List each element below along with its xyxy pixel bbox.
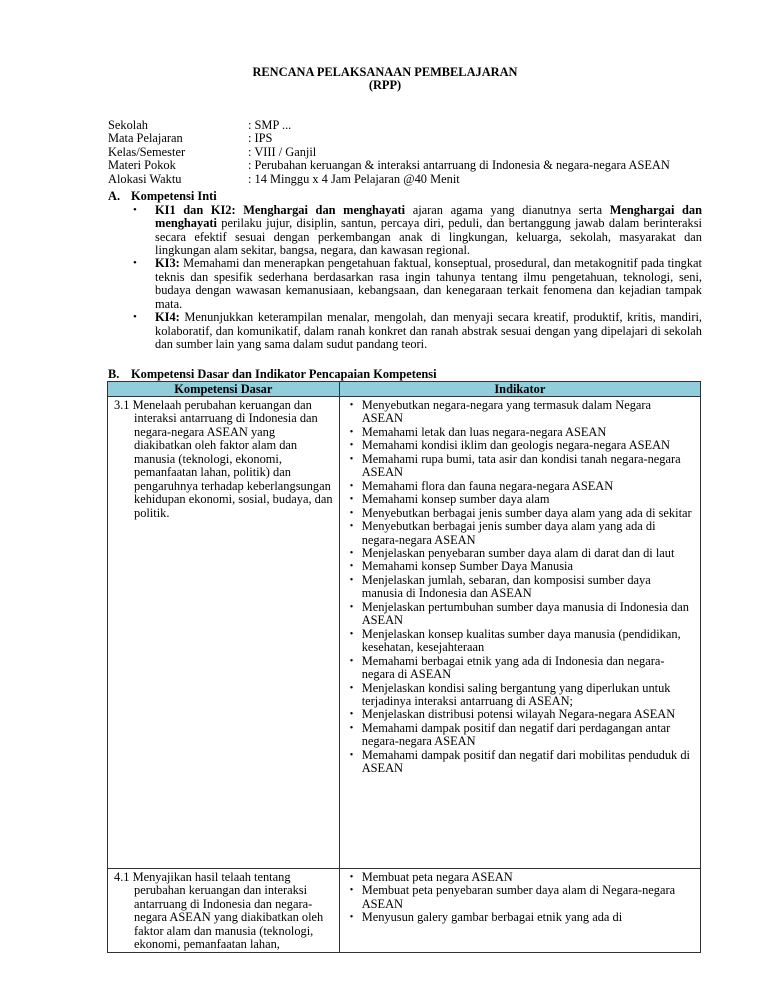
identity-label: Alokasi Waktu (108, 171, 182, 186)
identity-row-materi-pokok (108, 159, 670, 172)
bullet-icon: • (349, 709, 354, 721)
list-item: • Menjelaskan kondisi saling bergantung yang diperlukan untuk terjadinya interaksi antarruang di ASEAN; (349, 680, 671, 708)
section-kompetensi-dasar (108, 368, 702, 382)
bullet-icon: • (133, 311, 137, 324)
table-row (108, 869, 701, 953)
list-item: • Membuat peta negara ASEAN (349, 870, 513, 884)
bullet-icon: • (349, 601, 354, 613)
ki-text: perilaku jujur, disiplin, santun, percaya diri, peduli, dan bertanggung jawab dalam berinteraksi secara efektif sesuai dengan perkembangan anak di lingkungan, keluarga, sekolah, masyarakat dan lingkungan alam sekitar, bangsa, negara, dan kawasan regional. (155, 216, 702, 257)
bullet-icon: • (349, 400, 354, 411)
ki-list (108, 204, 702, 352)
list-item: • Menyusun galery gambar berbagai etnik yang ada di (349, 910, 623, 925)
section-title: Kompetensi Dasar dan Indikator Pencapaian Kompetensi (131, 367, 437, 381)
section-b-heading (108, 368, 702, 382)
section-a-heading (108, 190, 702, 204)
list-item: • Menjelaskan jumlah, sebaran, dan komposisi sumber daya manusia di Indonesia dan ASEAN (349, 572, 651, 601)
title-line-2: (RPP) (368, 78, 402, 93)
bullet-icon: • (349, 453, 354, 465)
identity-label: Kelas/Semester (108, 144, 186, 159)
ki-text: Memahami dan menerapkan pengetahuan faktual, konseptual, prosedural, dan metakognitif pada tingkat teknis dan spesifik sederhana berdasarkan rasa ingin tahunya tentang ilmu pengetahuan, teknologi, seni, budaya dengan wawasan kemanusiaan, kebangsaan, dan kenegaraan terkait fenomena dan kejadian tampak mata. (155, 256, 702, 311)
bullet-icon: • (349, 426, 354, 438)
title-line-1: RENCANA PELAKSANAAN PEMBELAJARAN (252, 65, 518, 79)
list-item: • Menyebutkan negara-negara yang termasuk dalam Negara ASEAN (349, 398, 652, 426)
section-letter: B. (108, 367, 120, 381)
kd-text: 3.1 Menelaah perubahan keruangan dan interaksi antarruang di Indonesia dan negara-negara ASEAN yang diakibatkan oleh faktor alam dan manusia (teknologi, ekonomi, pemanfaatan lahan, politik) dan pengaruhnya terhadap keberlangsungan kehidupan ekonomi, sosial, budaya, dan politik. (114, 398, 333, 520)
indikator-cell (339, 869, 700, 953)
list-item: • Memahami kondisi iklim dan geologis negara-negara ASEAN (349, 438, 671, 453)
ki-emphasis: Menghargai dan menghayati (155, 202, 702, 231)
list-item: • Membuat peta penyebaran sumber daya alam di Negara-negara ASEAN (349, 883, 676, 911)
bullet-icon: • (349, 655, 354, 667)
bullet-icon: • (133, 203, 137, 216)
list-item: • Memahami dampak positif dan negatif dari mobilitas penduduk di ASEAN (349, 747, 690, 776)
identity-label: Materi Pokok (108, 158, 176, 173)
bullet-icon: • (349, 521, 354, 533)
identity-value: : 14 Minggu x 4 Jam Pelajaran @40 Menit (248, 171, 460, 186)
ki-item-ki4 (108, 311, 702, 351)
bullet-icon: • (349, 872, 354, 883)
bullet-icon: • (349, 628, 354, 640)
kd-cell (108, 869, 340, 953)
bullet-icon: • (349, 749, 354, 761)
bullet-icon: • (349, 494, 354, 506)
list-item: • Memahami dampak positif dan negatif dari perdagangan antar negara-negara ASEAN (349, 720, 671, 749)
list-item: • Menjelaskan distribusi potensi wilayah Negara-negara ASEAN (349, 707, 676, 722)
list-item: • Menyebutkan berbagai jenis sumber daya alam yang ada di sekitar (349, 505, 692, 520)
list-item: • Menyebutkan berbagai jenis sumber daya alam yang ada di negara-negara ASEAN (349, 519, 656, 547)
list-item: • Menjelaskan konsep kualitas sumber daya manusia (pendidikan, kesehatan, kesejahteraan (349, 626, 681, 655)
identity-label: Sekolah (108, 118, 148, 132)
bullet-icon: • (349, 547, 354, 559)
bullet-icon: • (349, 722, 354, 734)
bullet-icon: • (349, 682, 354, 694)
ki-item-ki3 (108, 257, 702, 311)
list-item: • Memahami letak dan luas negara-negara ASEAN (349, 424, 607, 439)
table-header-row (108, 382, 701, 397)
identity-value: : IPS (248, 131, 273, 146)
section-kompetensi-inti (108, 190, 702, 352)
bullet-icon: • (349, 507, 354, 519)
document-title (0, 66, 768, 93)
list-item: • Memahami konsep Sumber Daya Manusia (349, 559, 573, 574)
bullet-icon: • (349, 561, 354, 573)
bullet-icon: • (349, 885, 354, 897)
list-item: • Memahami flora dan fauna negara-negara ASEAN (349, 478, 614, 493)
list-item: • Menjelaskan pertumbuhan sumber daya manusia di Indonesia dan ASEAN (349, 599, 689, 628)
identity-value: : SMP ... (248, 118, 292, 132)
identity-row-kelas-semester (108, 146, 670, 159)
list-item: • Memahami rupa bumi, tata asir dan kondisi tanah negara-negara ASEAN (349, 451, 681, 480)
ki-item-ki1-ki2 (108, 204, 702, 258)
bullet-icon: • (349, 912, 354, 924)
kd-text: 4.1 Menyajikan hasil telaah tentang perubahan keruangan dan interaksi antarruang di Indonesia dan negara- negara ASEAN yang diakibatkan oleh faktor alam dan manusia (teknologi, ekonomi, pemanfaatan lahan, (114, 870, 324, 952)
ki-label: KI1 dan KI2: Menghargai dan menghayati (155, 202, 406, 217)
list-item: • Menjelaskan penyebaran sumber daya alam di darat dan di laut (349, 545, 675, 560)
identity-block (108, 119, 670, 186)
bullet-icon: • (349, 574, 354, 586)
bullet-icon: • (133, 257, 137, 270)
identity-value: : VIII / Ganjil (248, 144, 317, 159)
ki-label: KI3: (155, 256, 180, 271)
identity-row-mata-pelajaran (108, 132, 670, 145)
list-item: • Memahami berbagai etnik yang ada di Indonesia dan negara-negara di ASEAN (349, 653, 665, 682)
indikator-list (348, 399, 692, 776)
section-title: Kompetensi Inti (131, 189, 217, 203)
kd-cell (108, 397, 340, 869)
ki-text: Menunjukkan keterampilan menalar, mengolah, dan menyaji secara kreatif, produktif, kritis, mandiri, kolaboratif, dan komunikatif, dalam ranah konkret dan ranah abstrak sesuai dengan yang dipelajari di sekolah dan sumber lain yang sama dalam sudut pandang teori. (155, 310, 702, 352)
column-header-kompetensi-dasar: Kompetensi Dasar (108, 382, 340, 397)
bullet-icon: • (349, 440, 354, 452)
identity-label: Mata Pelajaran (108, 131, 183, 146)
bullet-icon: • (349, 480, 354, 492)
section-letter: A. (108, 189, 121, 203)
list-item: • Memahami konsep sumber daya alam (349, 492, 550, 507)
indikator-list (348, 871, 692, 925)
table-row (108, 397, 701, 869)
ki-text: ajaran agama yang dianutnya serta (405, 202, 610, 217)
column-header-indikator: Indikator (339, 382, 700, 397)
identity-row-alokasi-waktu (108, 173, 670, 186)
identity-value: : Perubahan keruangan & interaksi antarruang di Indonesia & negara-negara ASEAN (248, 158, 670, 173)
identity-row-sekolah (108, 119, 670, 132)
kompetensi-table (107, 381, 701, 953)
ki-label: KI4: (155, 310, 180, 325)
indikator-cell (339, 397, 700, 869)
